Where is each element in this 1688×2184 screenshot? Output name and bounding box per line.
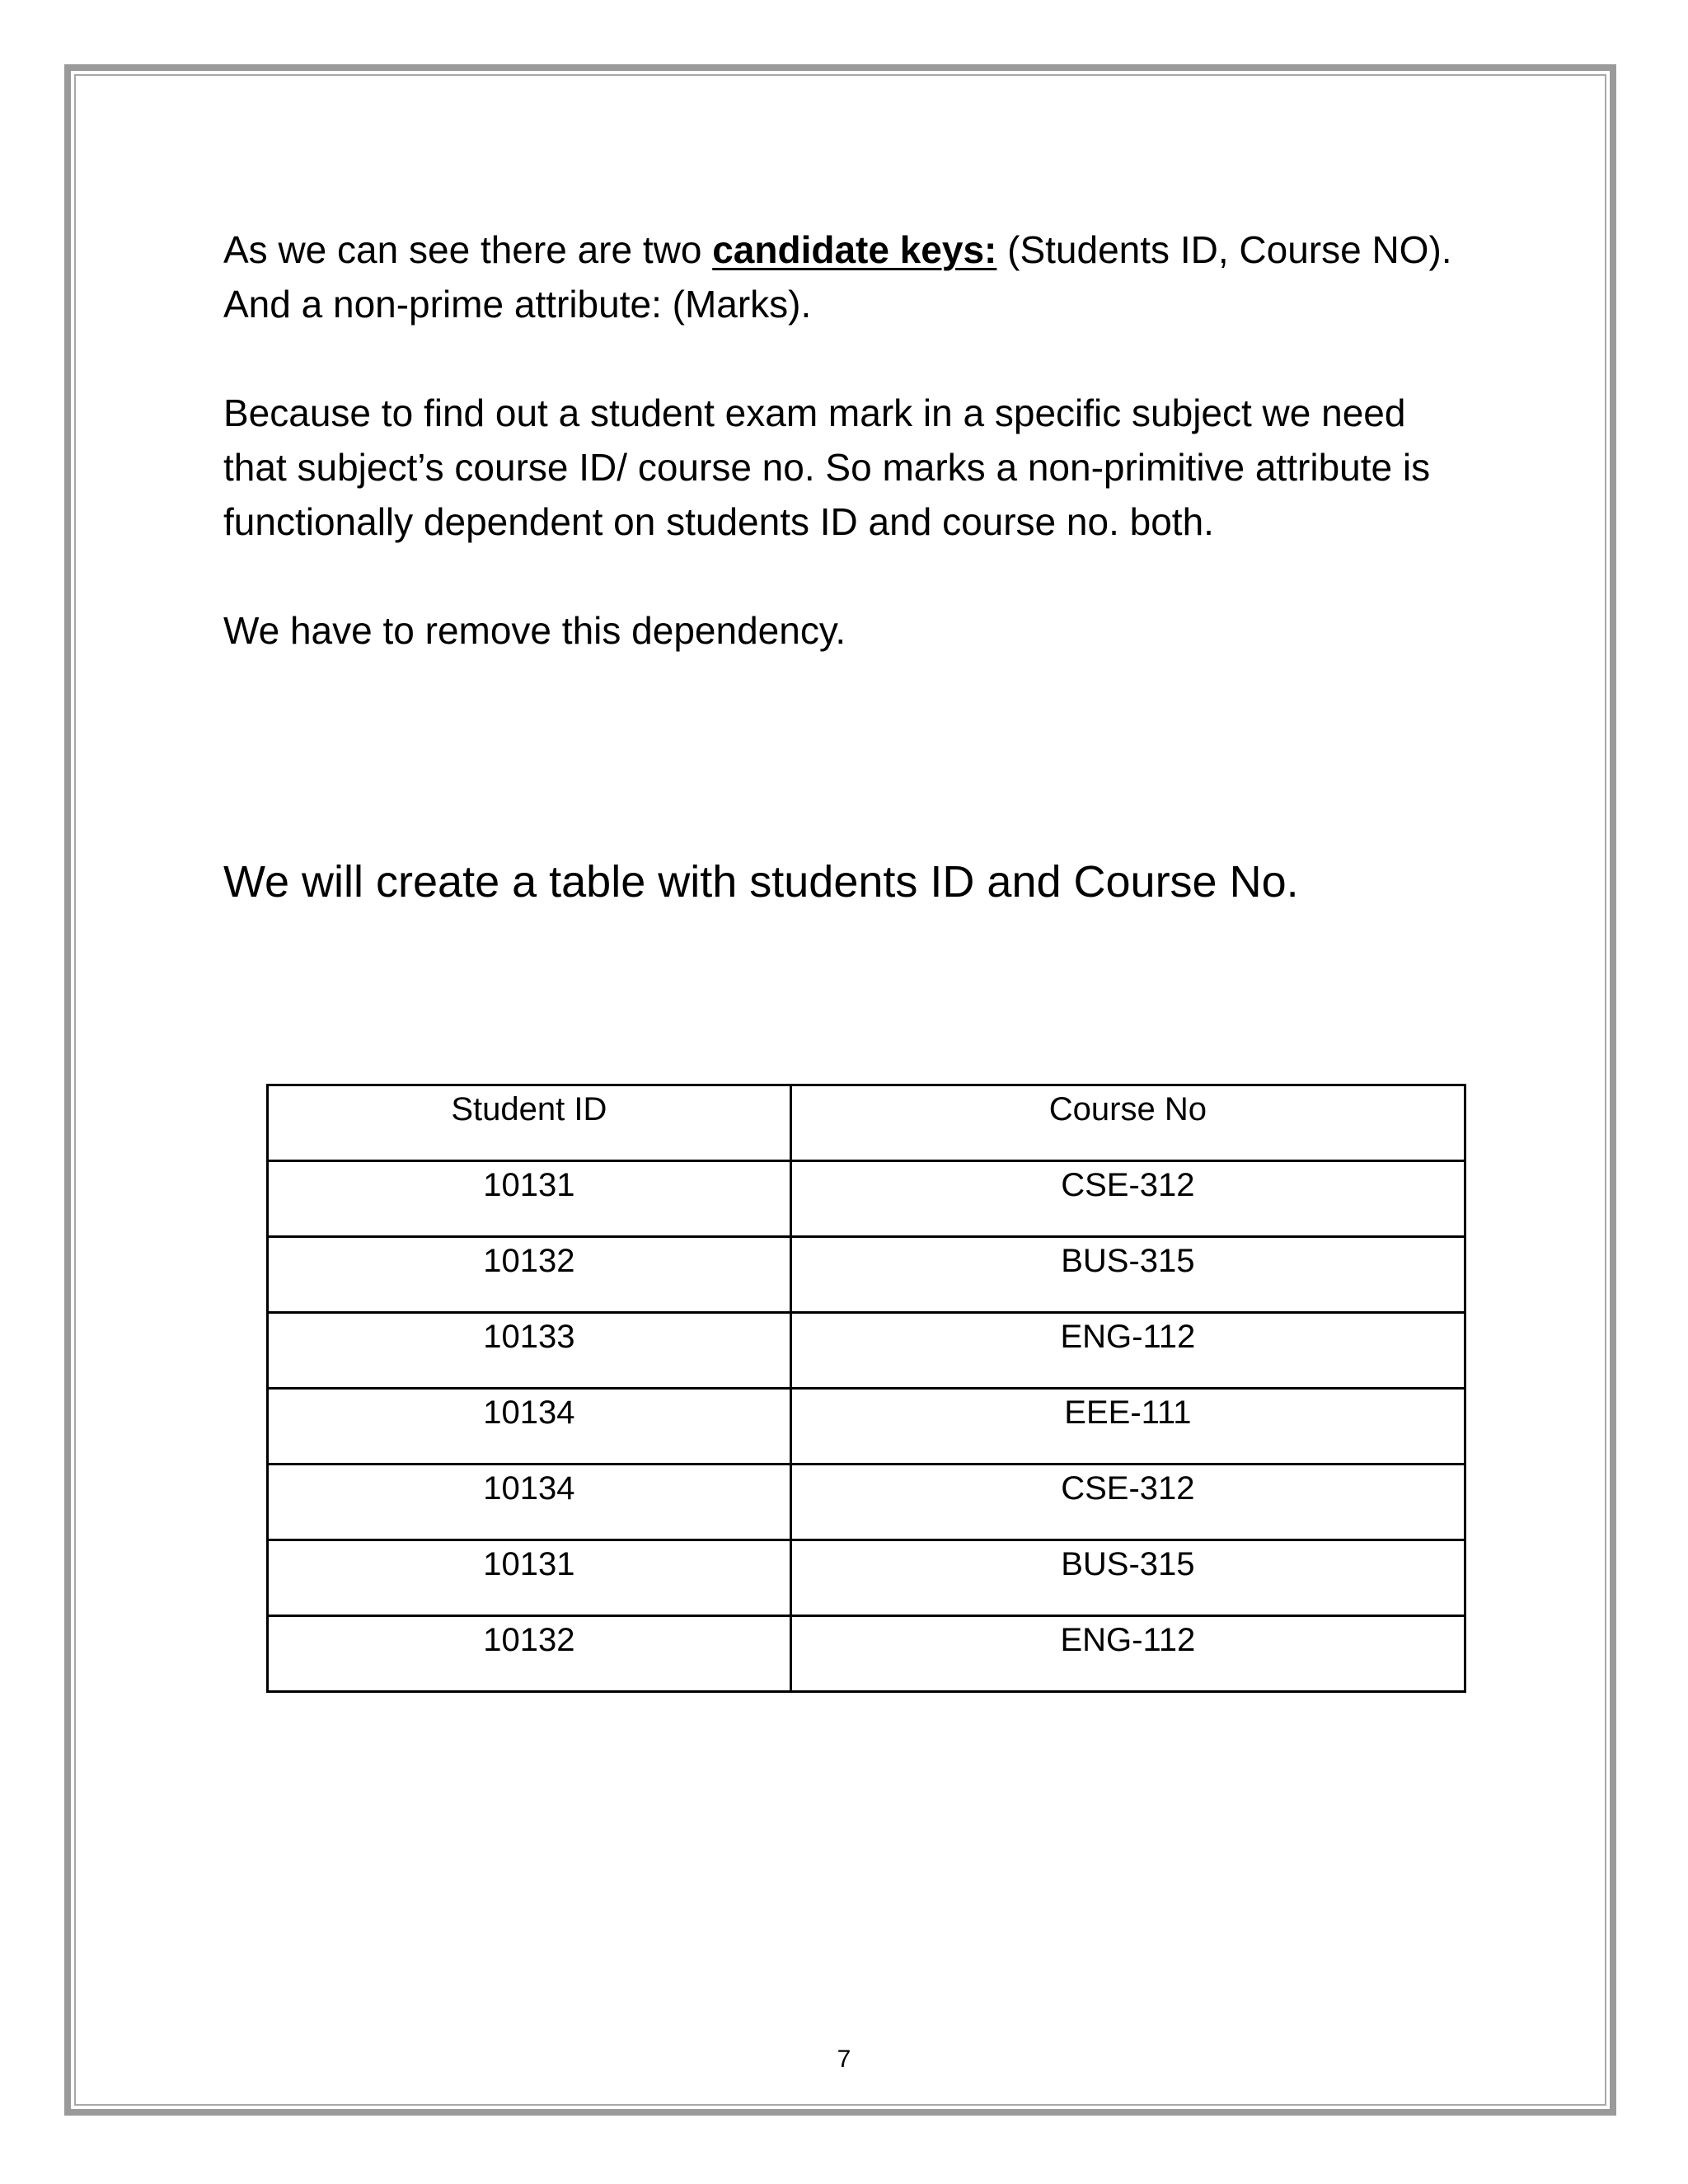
cell-course-no: ENG-112	[790, 1313, 1465, 1389]
cell-course-no: ENG-112	[790, 1616, 1465, 1692]
cell-course-no: CSE-312	[790, 1465, 1465, 1540]
cell-student-id: 10131	[268, 1540, 791, 1616]
cell-course-no: BUS-315	[790, 1237, 1465, 1313]
table-row	[268, 1161, 1465, 1237]
cell-student-id: 10131	[268, 1161, 791, 1237]
cell-student-id: 10132	[268, 1237, 791, 1313]
text-run: As we can see there are two	[223, 228, 713, 271]
paragraph-candidate-keys	[223, 223, 1460, 277]
section-heading: We will create a table with students ID and Course No.	[223, 857, 1299, 907]
cell-student-id: 10134	[268, 1389, 791, 1465]
page-number: 7	[837, 2046, 851, 2073]
keyword-candidate-keys: candidate keys:	[712, 228, 997, 271]
cell-course-no: CSE-312	[790, 1161, 1465, 1237]
table-row	[268, 1616, 1465, 1692]
cell-course-no: EEE-111	[790, 1389, 1465, 1465]
text-run: (Students ID, Course NO).	[996, 228, 1452, 271]
table-row	[268, 1389, 1465, 1465]
header-course-no: Course No	[790, 1085, 1465, 1161]
paragraph-dependency-explanation: Because to find out a student exam mark in a specific subject we need that subject’s course ID/ course no. So marks a non-primitive attribute is functionally dependent on students ID and course no. both.	[223, 391, 1431, 543]
student-course-table	[266, 1084, 1466, 1693]
header-student-id: Student ID	[268, 1085, 791, 1161]
cell-student-id: 10134	[268, 1465, 791, 1540]
table-row	[268, 1237, 1465, 1313]
cell-student-id: 10133	[268, 1313, 791, 1389]
cell-course-no: BUS-315	[790, 1540, 1465, 1616]
paragraph-remove-dependency: We have to remove this dependency.	[223, 609, 846, 652]
table-row	[268, 1540, 1465, 1616]
cell-student-id: 10132	[268, 1616, 791, 1692]
table-row	[268, 1313, 1465, 1389]
body-text	[223, 223, 1460, 658]
table-row	[268, 1465, 1465, 1540]
paragraph-non-prime: And a non-prime attribute: (Marks).	[223, 283, 812, 326]
table-header-row	[268, 1085, 1465, 1161]
spacer	[223, 331, 1460, 386]
spacer	[223, 549, 1460, 603]
